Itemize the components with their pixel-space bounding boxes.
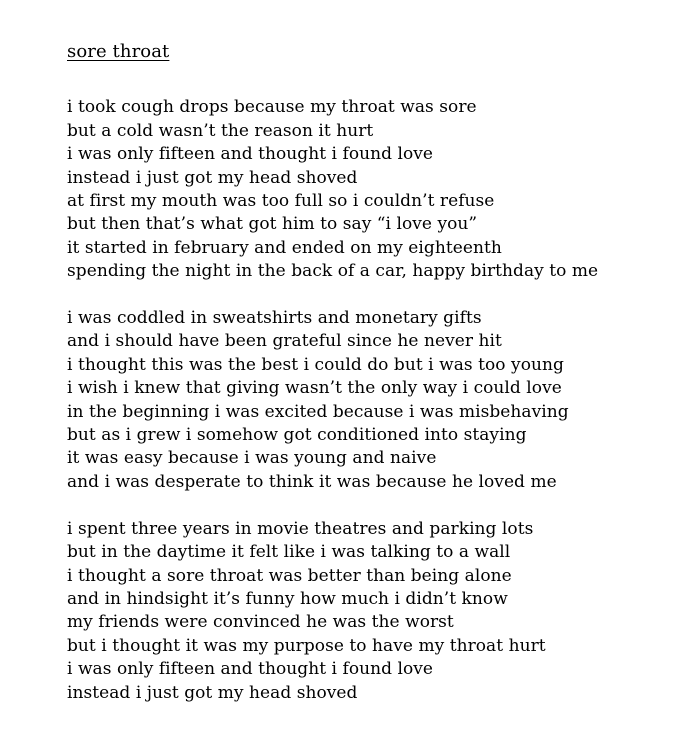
- poem-line: and in hindsight it’s funny how much i didn’t know: [67, 588, 508, 609]
- poem-line: i thought a sore throat was better than being alone: [67, 565, 512, 586]
- poem-line: instead i just got my head shoved: [67, 167, 358, 188]
- poem-line: in the beginning i was excited because i was misbehaving: [67, 401, 569, 422]
- poem-line: my friends were convinced he was the worst: [67, 612, 454, 633]
- document-page: [67, 40, 667, 705]
- poem-line: i was coddled in sweatshirts and monetary gifts: [67, 308, 482, 329]
- poem-line: i was only fifteen and thought i found love: [67, 144, 434, 165]
- poem-line: instead i just got my head shoved: [67, 682, 358, 703]
- poem-line: it was easy because i was young and naive: [67, 448, 437, 469]
- poem-body: [67, 96, 667, 705]
- poem-line: at first my mouth was too full so i couldn’t refuse: [67, 191, 495, 212]
- poem-line: it started in february and ended on my eighteenth: [67, 237, 502, 258]
- poem-line: i wish i knew that giving wasn’t the only way i could love: [67, 378, 562, 399]
- poem-line: but in the daytime it felt like i was talking to a wall: [67, 542, 511, 563]
- poem-line: and i was desperate to think it was because he loved me: [67, 471, 557, 492]
- poem-line: i took cough drops because my throat was sore: [67, 97, 477, 118]
- poem-line: and i should have been grateful since he never hit: [67, 331, 502, 352]
- poem-title: sore throat: [67, 41, 170, 62]
- stanza-1: [67, 96, 667, 283]
- poem-line: i spent three years in movie theatres and parking lots: [67, 518, 534, 539]
- poem-line: spending the night in the back of a car, happy birthday to me: [67, 261, 599, 282]
- poem-line: but a cold wasn’t the reason it hurt: [67, 120, 374, 141]
- stanza-2: [67, 307, 667, 494]
- poem-line: i thought this was the best i could do but i was too young: [67, 354, 564, 375]
- poem-line: but i thought it was my purpose to have my throat hurt: [67, 635, 546, 656]
- poem-line: but then that’s what got him to say “i love you”: [67, 214, 478, 235]
- poem-line: but as i grew i somehow got conditioned into staying: [67, 425, 527, 446]
- poem-line: i was only fifteen and thought i found love: [67, 659, 434, 680]
- stanza-3: [67, 518, 667, 705]
